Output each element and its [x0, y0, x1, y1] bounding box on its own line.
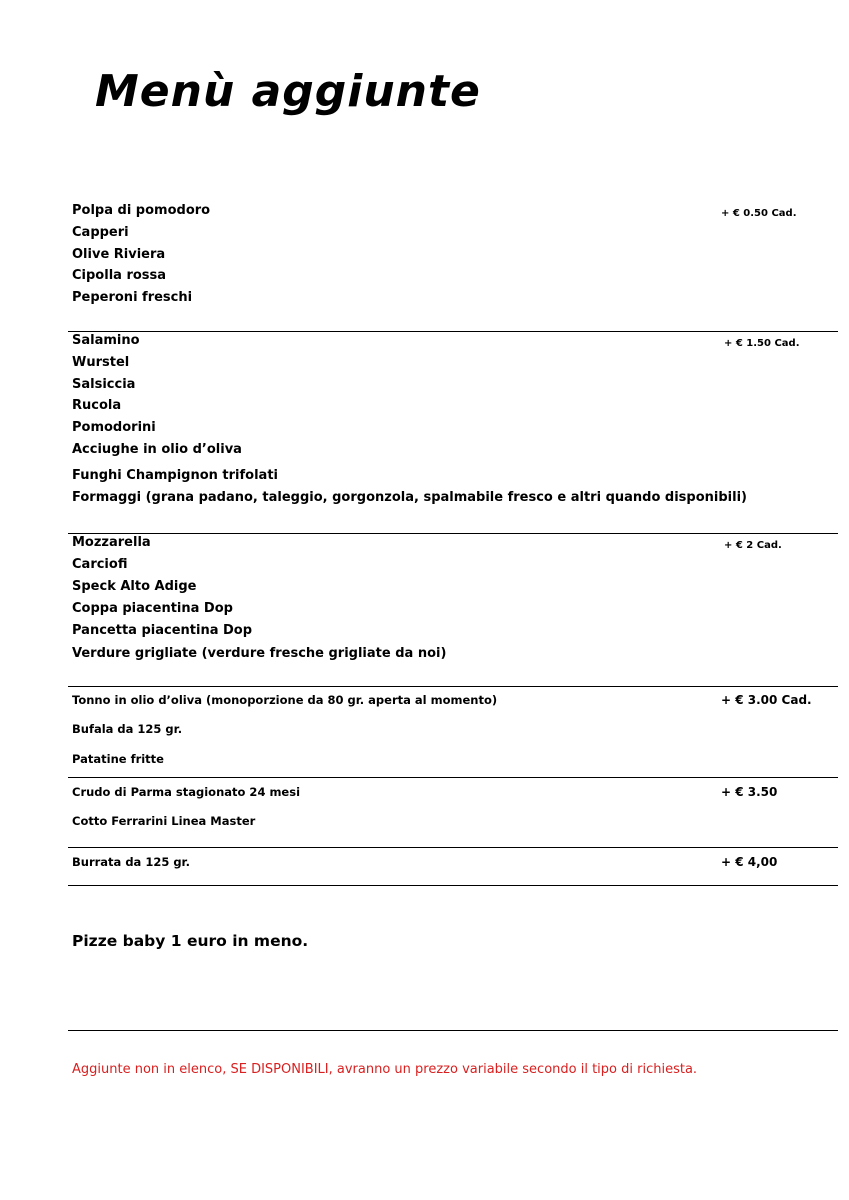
- menu-item: Funghi Champignon trifolati: [72, 468, 279, 483]
- menu-item: Pomodorini: [72, 420, 156, 435]
- menu-item: Crudo di Parma stagionato 24 mesi: [72, 785, 301, 799]
- menu-item: Verdure grigliate (verdure fresche grigliate da noi): [72, 646, 447, 661]
- menu-item: Acciughe in olio d’oliva: [72, 442, 242, 457]
- group-price: + € 3.00 Cad.: [721, 693, 812, 707]
- divider: [68, 1030, 838, 1031]
- menu-item: Tonno in olio d’oliva (monoporzione da 80 gr. aperta al momento): [72, 693, 498, 707]
- menu-item: Olive Riviera: [72, 247, 166, 262]
- group-price: + € 3.50: [721, 785, 778, 799]
- menu-item: Polpa di pomodoro: [72, 203, 211, 218]
- menu-item: Speck Alto Adige: [72, 579, 197, 594]
- menu-item: Salamino: [72, 333, 140, 348]
- menu-item: Coppa piacentina Dop: [72, 601, 233, 616]
- divider: [68, 686, 838, 687]
- menu-item: Cipolla rossa: [72, 268, 167, 283]
- menu-item: Capperi: [72, 225, 129, 240]
- baby-pizza-note: Pizze baby 1 euro in meno.: [72, 932, 309, 950]
- divider: [68, 777, 838, 778]
- menu-item: Wurstel: [72, 355, 130, 370]
- divider: [68, 533, 838, 534]
- group-price: + € 0.50 Cad.: [721, 208, 797, 219]
- divider: [68, 331, 838, 332]
- menu-item: Salsiccia: [72, 377, 136, 392]
- menu-item: Carciofi: [72, 557, 128, 572]
- menu-item: Pancetta piacentina Dop: [72, 623, 253, 638]
- group-price: + € 1.50 Cad.: [724, 338, 800, 349]
- group-price: + € 2 Cad.: [724, 540, 782, 551]
- menu-item: Peperoni freschi: [72, 290, 193, 305]
- menu-item: Cotto Ferrarini Linea Master: [72, 814, 256, 828]
- page-title: Menù aggiunte: [95, 66, 481, 117]
- divider: [68, 847, 838, 848]
- menu-item: Bufala da 125 gr.: [72, 722, 183, 736]
- menu-item: Mozzarella: [72, 535, 151, 550]
- divider: [68, 885, 838, 886]
- menu-item: Formaggi (grana padano, taleggio, gorgonzola, spalmabile fresco e altri quando disponibili): [72, 490, 747, 505]
- menu-item: Patatine fritte: [72, 752, 164, 766]
- menu-item: Burrata da 125 gr.: [72, 855, 190, 869]
- menu-item: Rucola: [72, 398, 122, 413]
- group-price: + € 4,00: [721, 855, 778, 869]
- availability-disclaimer: Aggiunte non in elenco, SE DISPONIBILI, avranno un prezzo variabile secondo il tipo di richiesta.: [72, 1062, 698, 1077]
